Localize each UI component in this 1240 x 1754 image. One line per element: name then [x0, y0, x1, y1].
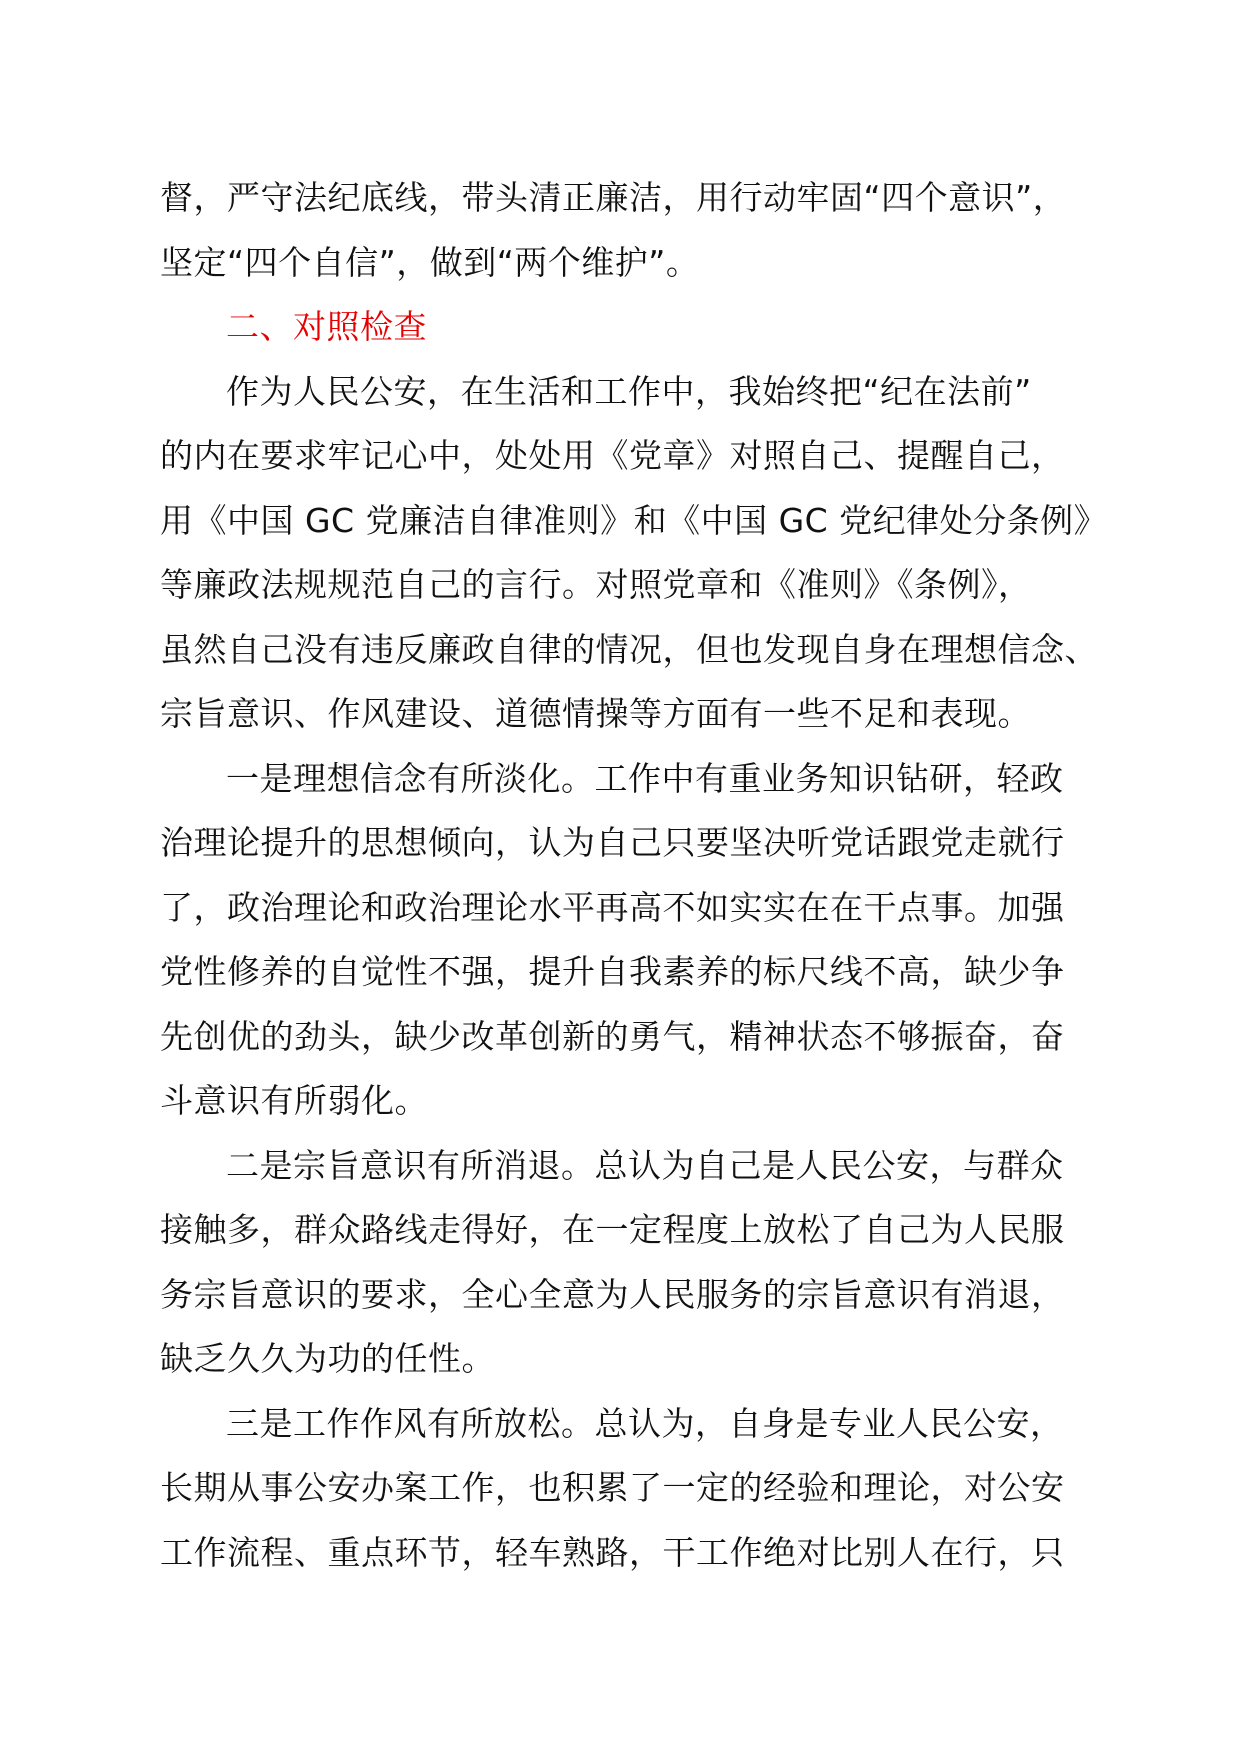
paragraph-line: 务宗旨意识的要求，全心全意为人民服务的宗旨意识有消退，	[160, 1274, 1065, 1314]
paragraph-line: 的内在要求牢记心中，处处用《党章》对照自己、提醒自己，	[160, 436, 1065, 475]
paragraph-line: 宗旨意识、作风建设、道德情操等方面有一些不足和表现。	[160, 694, 1031, 733]
paragraph-line: 坚定“四个自信”，做到“两个维护”。	[160, 242, 700, 282]
paragraph-line: 斗意识有所弱化。	[160, 1081, 428, 1120]
paragraph-line: 等廉政法规规范自己的言行。对照党章和《准则》《条例》，	[160, 565, 1032, 604]
paragraph-line: 党性修养的自觉性不强，提升自我素养的标尺线不高，缺少争	[160, 952, 1065, 991]
paragraph-line: 了，政治理论和政治理论水平再高不如实实在在干点事。加强	[160, 887, 1065, 927]
paragraph-line: 工作流程、重点环节，轻车熟路，干工作绝对比别人在行，只	[160, 1532, 1065, 1572]
paragraph-line: 缺乏久久为功的任性。	[160, 1339, 495, 1378]
paragraph-line: 接触多，群众路线走得好，在一定程度上放松了自己为人民服	[160, 1210, 1065, 1249]
document-body	[160, 166, 1120, 1585]
paragraph-line: 治理论提升的思想倾向，认为自己只要坚决听党话跟党走就行	[160, 823, 1065, 862]
section-heading: 二、对照检查	[226, 307, 427, 346]
paragraph-line: 先创优的劲头，缺少改革创新的勇气，精神状态不够振奋，奋	[160, 1016, 1065, 1056]
paragraph-line: 长期从事公安办案工作，也积累了一定的经验和理论，对公安	[160, 1468, 1065, 1507]
paragraph-line: 三是工作作风有所放松。总认为，自身是专业人民公安，	[226, 1403, 1064, 1443]
paragraph-line: 用《中国 GC 党廉洁自律准则》和《中国 GC 党纪律处分条例》	[160, 500, 1108, 540]
paragraph-line: 二是宗旨意识有所消退。总认为自己是人民公安，与群众	[226, 1145, 1064, 1185]
paragraph-line: 作为人民公安，在生活和工作中，我始终把“纪在法前”	[226, 371, 1032, 411]
paragraph-line: 一是理想信念有所淡化。工作中有重业务知识钻研，轻政	[226, 758, 1064, 798]
paragraph-line: 督，严守法纪底线，带头清正廉洁，用行动牢固“四个意识”，	[160, 178, 1067, 217]
paragraph-line: 虽然自己没有违反廉政自律的情况，但也发现自身在理想信念、	[160, 629, 1098, 669]
